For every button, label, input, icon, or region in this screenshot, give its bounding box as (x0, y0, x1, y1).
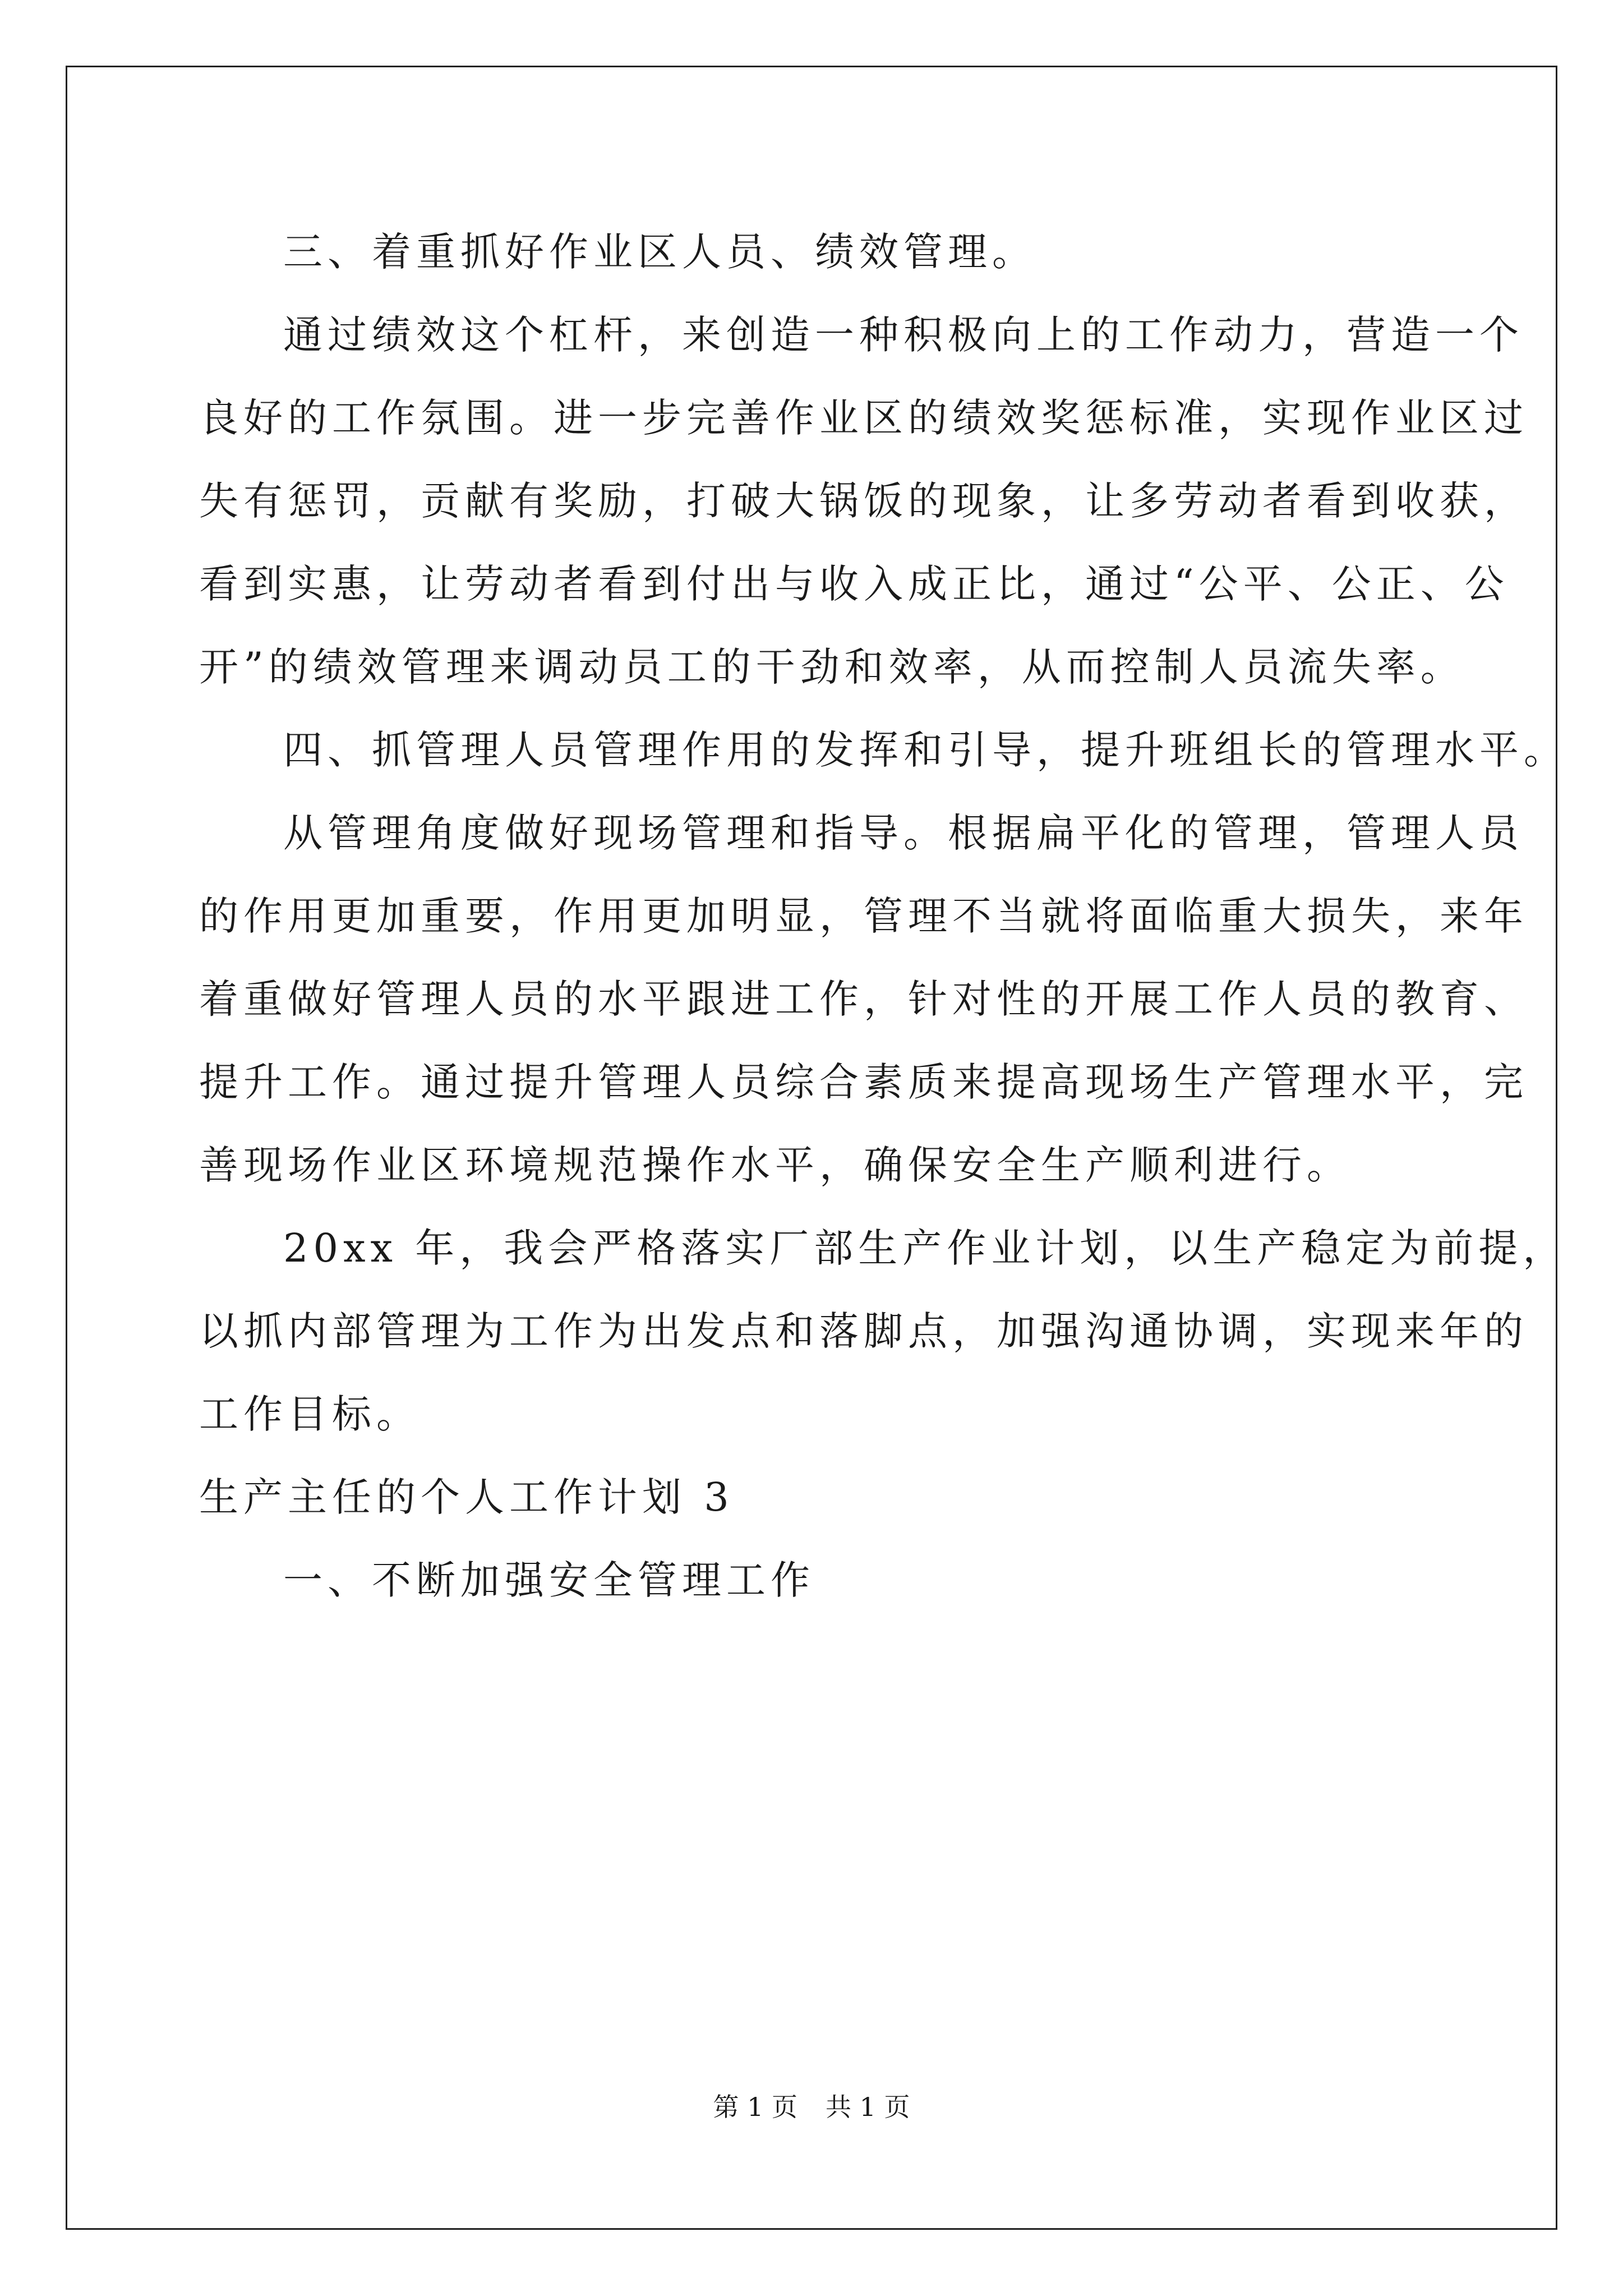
paragraph-line: 善现场作业区环境规范操作水平，确保安全生产顺利进行。 (199, 1142, 1351, 1188)
page-number-total: 共 1 页 (826, 2092, 910, 2122)
section-heading-four: 四、抓管理人员管理作用的发挥和引导，提升班组长的管理水平。 (283, 727, 1568, 773)
paragraph-line: 提升工作。通过提升管理人员综合素质来提高现场生产管理水平，完 (199, 1059, 1528, 1105)
section-heading-one: 一、不断加强安全管理工作 (283, 1557, 815, 1603)
document-body (199, 210, 1568, 1622)
paragraph-line: 20xx 年，我会严格落实厂部生产作业计划，以生产稳定为前提， (283, 1225, 1567, 1271)
page-footer (0, 2087, 1623, 2124)
paragraph-line: 的作用更加重要，作用更加明显，管理不当就将面临重大损失，来年 (199, 893, 1528, 939)
paragraph-line: 着重做好管理人员的水平跟进工作，针对性的开展工作人员的教育、 (199, 976, 1528, 1022)
paragraph-line: 工作目标。 (199, 1391, 421, 1437)
paragraph-line: 开”的绩效管理来调动员工的干劲和效率，从而控制人员流失率。 (199, 644, 1465, 690)
paragraph-line: 良好的工作氛围。进一步完善作业区的绩效奖惩标准，实现作业区过 (199, 395, 1528, 441)
page-number-current: 第 1 页 (713, 2092, 797, 2122)
paragraph-line: 看到实惠，让劳动者看到付出与收入成正比，通过“公平、公正、公 (199, 561, 1509, 607)
paragraph-line: 以抓内部管理为工作为出发点和落脚点，加强沟通协调，实现来年的 (199, 1308, 1528, 1354)
paragraph-line: 失有惩罚，贡献有奖励，打破大锅饭的现象，让多劳动者看到收获， (199, 478, 1528, 524)
document-title: 生产主任的个人工作计划 3 (199, 1474, 734, 1520)
section-heading-three: 三、着重抓好作业区人员、绩效管理。 (283, 229, 1036, 275)
paragraph-line: 从管理角度做好现场管理和指导。根据扁平化的管理，管理人员 (283, 810, 1524, 856)
paragraph-line: 通过绩效这个杠杆，来创造一种积极向上的工作动力，营造一个 (283, 312, 1524, 358)
